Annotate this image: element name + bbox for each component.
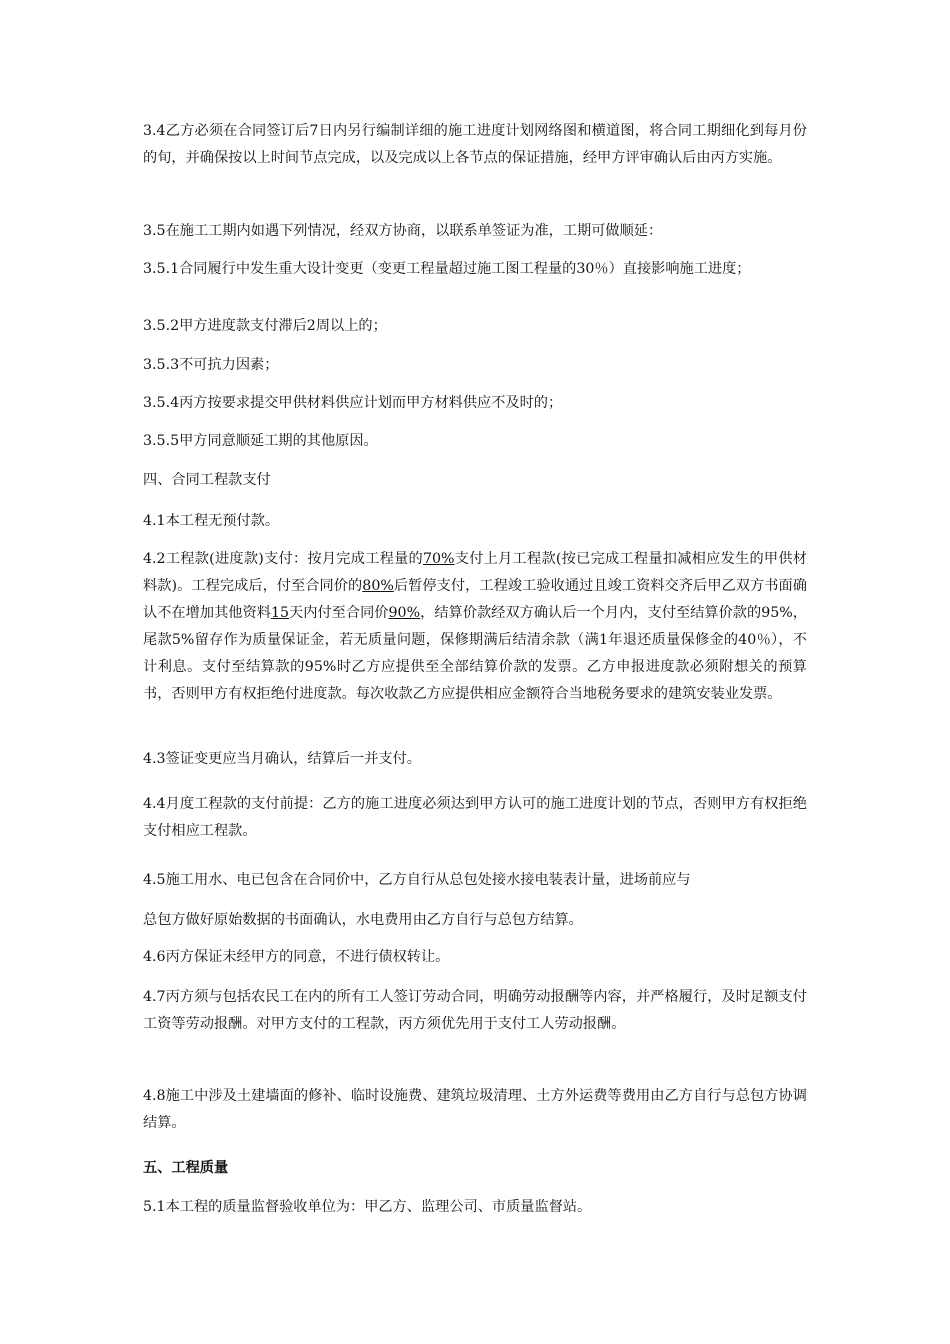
paragraph-5-1: 5.1本工程的质量监督验收单位为：甲乙方、监理公司、市质量监督站。	[143, 1199, 592, 1215]
underlined-value: 15	[270, 605, 289, 621]
paragraph-3-4: 3.4乙方必须在合同签订后7日内另行编制详细的施工进度计划网络图和横道图，将合同工期细化到每月份的旬，并确保按以上时间节点完成，以及完成以上各节点的保证措施，经甲方评审确认后由丙方实施。	[143, 123, 807, 166]
paragraph-4-6: 4.6丙方保证未经甲方的同意，不进行债权转让。	[143, 949, 450, 965]
paragraph-4-1: 4.1本工程无预付款。	[143, 513, 280, 529]
paragraph-3-5-3: 3.5.3不可抗力因素；	[143, 357, 279, 373]
paragraph-4-4: 4.4月度工程款的支付前提：乙方的施工进度必须达到甲方认可的施工进度计划的节点，否则甲方有权拒绝支付相应工程款。	[143, 796, 807, 839]
paragraph-4-7: 4.7丙方须与包括农民工在内的所有工人签订劳动合同，明确劳动报酬等内容，并严格履行，及时足额支付工资等劳动报酬。对甲方支付的工程款，丙方须优先用于支付工人劳动报酬。	[143, 989, 807, 1032]
text-run: ，结算价款经双方确认后一个月内，支付至结算价款的95%，尾款5%留存作为质量保证金，若无质量问题，保修期满后结清余款（满1年退还质量保修金的40％），不计利息。支付至结算款的95%时乙方应提供至全部结算价款的发票。乙方申报进度款必须附想关的预算书，否则甲方有权拒绝付进度款。每次收款乙方应提供相应金额符合当地税务要求的建筑安装业发票。	[143, 605, 807, 702]
paragraph-3-5-2: 3.5.2甲方进度款支付滞后2周以上的；	[143, 318, 387, 334]
underlined-value: 70%	[422, 551, 455, 567]
section-heading-5: 五、工程质量	[143, 1160, 229, 1176]
underlined-value: 90%	[388, 605, 421, 621]
text-run: 4.2工程款(进度款)支付：按月完成工程量的	[143, 551, 423, 567]
paragraph-3-5-4: 3.5.4丙方按要求提交甲供材料供应计划而甲方材料供应不及时的；	[143, 395, 563, 411]
paragraph-3-5: 3.5在施工工期内如遇下列情况，经双方协商，以联系单签证为准，工期可做顺延：	[143, 223, 663, 239]
underlined-value: 80%	[362, 578, 394, 594]
paragraph-3-5-5: 3.5.5甲方同意顺延工期的其他原因。	[143, 433, 378, 449]
section-heading-4: 四、合同工程款支付	[143, 472, 271, 488]
text-run: 支付上月工程款(按已完成工程量扣减相应发生的甲供材料款)。工程完成后，付至合同价的	[143, 551, 807, 594]
paragraph-4-3: 4.3签证变更应当月确认，结算后一并支付。	[143, 751, 421, 767]
text-run: 后暂停支付，工程竣工验收通过且竣工资料交齐后甲乙双方书面确认不在增加其他资料	[143, 578, 807, 621]
paragraph-4-5-line2: 总包方做好原始数据的书面确认，水电费用由乙方自行与总包方结算。	[143, 912, 583, 928]
paragraph-3-5-1: 3.5.1合同履行中发生重大设计变更（变更工程量超过施工图工程量的30％）直接影响施工进度；	[143, 261, 751, 277]
paragraph-4-2	[143, 546, 807, 708]
paragraph-4-8: 4.8施工中涉及土建墙面的修补、临时设施费、建筑垃圾清理、土方外运费等费用由乙方自行与总包方协调结算。	[143, 1088, 807, 1131]
paragraph-4-5-line1: 4.5施工用水、电已包含在合同价中，乙方自行从总包处接水接电装表计量，进场前应与	[143, 872, 691, 888]
text-run: 天内付至合同价	[289, 605, 389, 621]
